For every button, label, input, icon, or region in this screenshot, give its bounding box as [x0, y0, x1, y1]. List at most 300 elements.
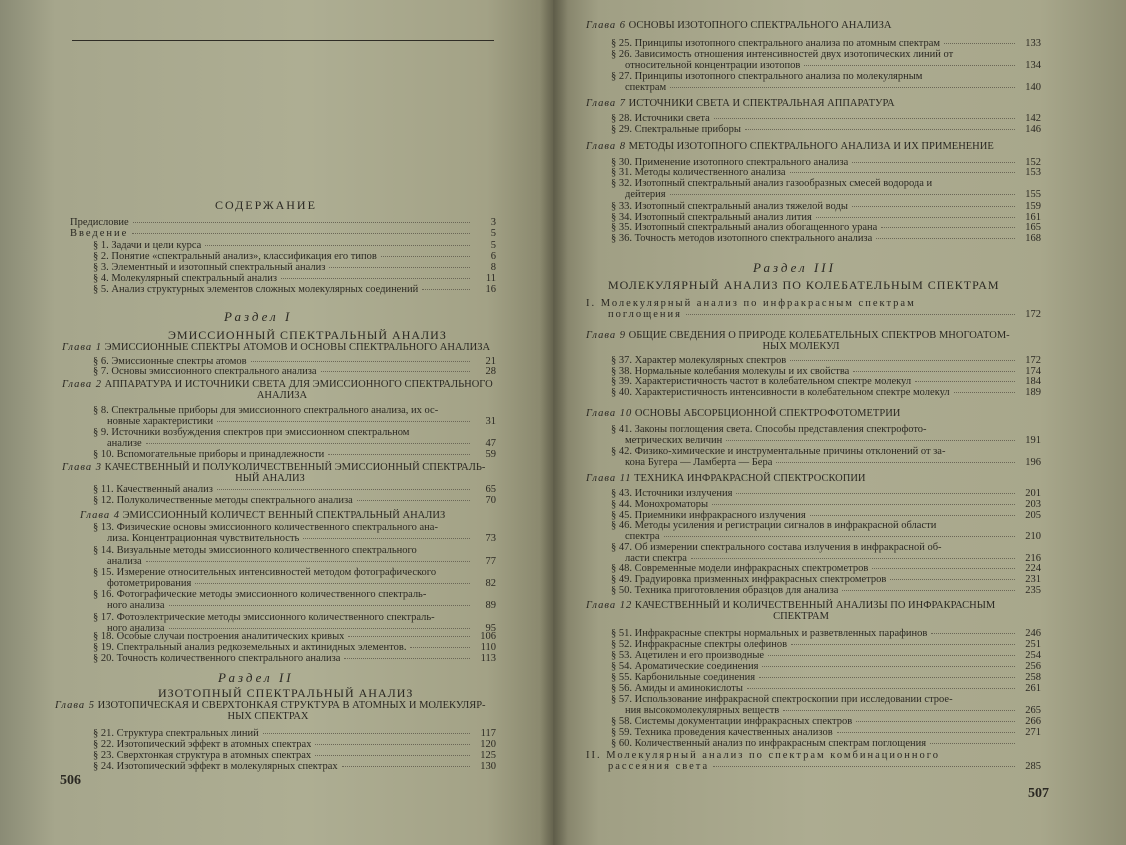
leader-dots	[881, 227, 1015, 228]
leader-dots	[205, 245, 470, 246]
toc-entry	[93, 728, 496, 739]
chapter-3-heading-line2: НЫЙ АНАЛИЗ	[235, 473, 305, 484]
leader-dots	[762, 666, 1015, 667]
toc-entry-text: § 5. Анализ структурных элементов сложных молекулярных соединений	[93, 284, 419, 295]
toc-entry-page: 261	[1025, 683, 1041, 694]
toc-entry	[93, 495, 496, 506]
toc-entry	[93, 240, 496, 251]
toc-entry	[611, 738, 1041, 749]
toc-entry-page: 152	[1025, 157, 1041, 168]
leader-dots	[670, 194, 1015, 195]
toc-entry-line1: § 57. Использование инфракрасной спектроскопии при исследовании строе-	[611, 694, 953, 705]
chapter-prefix: Глава 6	[586, 20, 626, 31]
toc-entry-page: 153	[1025, 167, 1041, 178]
section-title-1: ЭМИССИОННЫЙ СПЕКТРАЛЬНЫЙ АНАЛИЗ	[168, 328, 447, 342]
toc-entry-text: § 30. Применение изотопного спектрального анализа	[611, 157, 849, 168]
toc-entry-text: § 6. Эмиссионные спектры атомов	[93, 356, 247, 367]
toc-entry-line2: фотометрирования	[107, 578, 192, 589]
leader-dots	[146, 561, 470, 562]
toc-entry	[93, 251, 496, 262]
toc-entry	[611, 661, 1041, 672]
toc-entry-page: 265	[1025, 705, 1041, 716]
toc-entry-text: § 51. Инфракрасные спектры нормальных и разветвленных парафинов	[611, 628, 928, 639]
leader-dots	[852, 162, 1015, 163]
leader-dots	[714, 118, 1015, 119]
part-2-page: 285	[1025, 761, 1041, 772]
toc-entry-page: 191	[1025, 435, 1041, 446]
chapter-12-heading	[586, 600, 995, 611]
toc-entry-page: 155	[1025, 189, 1041, 200]
chapter-title-line1: ОБЩИЕ СВЕДЕНИЯ О ПРИРОДЕ КОЛЕБАТЕЛЬНЫХ СПЕКТРОВ МНОГОАТОМ-	[628, 330, 1010, 341]
toc-entry	[611, 628, 1041, 639]
toc-entry-text: § 11. Качественный анализ	[93, 484, 213, 495]
toc-entry-page: 196	[1025, 457, 1041, 468]
toc-entry-page: 120	[480, 739, 496, 750]
toc-entry-page: 5	[490, 240, 496, 251]
leader-dots	[342, 766, 470, 767]
toc-entry-text: § 38. Нормальные колебания молекулы и их свойства	[611, 366, 850, 377]
leader-dots	[195, 583, 470, 584]
chapter-2-heading	[62, 379, 493, 390]
chapter-prefix: Глава 9	[586, 330, 626, 341]
toc-entry-page: 16	[485, 284, 496, 295]
toc-entry-line1: § 47. Об измерении спектрального состава излучения в инфракрасной об-	[611, 542, 942, 553]
toc-entry-page: 205	[1025, 510, 1041, 521]
leader-dots	[132, 233, 470, 234]
toc-entry-text: § 29. Спектральные приборы	[611, 124, 741, 135]
chapter-prefix: Глава 10	[586, 408, 633, 419]
chapter-title: ОСНОВЫ АБСОРБЦИОННОЙ СПЕКТРОФОТОМЕТРИИ	[634, 408, 901, 419]
section-title-3: МОЛЕКУЛЯРНЫЙ АНАЛИЗ ПО КОЛЕБАТЕЛЬНЫМ СПЕКТРАМ	[608, 278, 1000, 292]
leader-dots	[954, 392, 1015, 393]
right-page	[553, 0, 1126, 845]
toc-entry	[93, 366, 496, 377]
chapter-prefix: Глава 4	[80, 510, 120, 521]
toc-entry-page: 11	[485, 273, 496, 284]
toc-entry-line1: § 42. Физико-химические и инструментальные причины отклонений от за-	[611, 446, 946, 457]
toc-entry	[611, 233, 1041, 244]
toc-entry	[611, 355, 1041, 366]
chapter-prefix: Глава 7	[586, 98, 626, 109]
chapter-6-heading	[586, 20, 891, 31]
toc-entry	[611, 563, 1041, 574]
leader-dots	[842, 590, 1015, 591]
toc-entry-text: § 24. Изотопический эффект в молекулярных спектрах	[93, 761, 338, 772]
toc-entry-page: 6	[490, 251, 496, 262]
toc-entry-text: § 10. Вспомогательные приборы и принадлежности	[93, 449, 325, 460]
chapter-2-heading-line2: АНАЛИЗА	[256, 390, 308, 401]
toc-entry-line1: § 46. Методы усиления и регистрации сигналов в инфракрасной области	[611, 520, 937, 531]
toc-entry-text: § 40. Характеристичность интенсивности в колебательном спектре молекул	[611, 387, 950, 398]
toc-entry-page: 65	[485, 484, 496, 495]
leader-dots	[422, 289, 470, 290]
toc-entry-page: 59	[485, 449, 496, 460]
toc-entry	[611, 672, 1041, 683]
toc-entry	[625, 531, 1041, 542]
leader-dots	[783, 710, 1015, 711]
toc-entry-page: 8	[490, 262, 496, 273]
toc-entry-line1: § 41. Законы поглощения света. Способы представления спектрофото-	[611, 424, 927, 435]
leader-dots	[915, 381, 1015, 382]
toc-entry-page: 117	[480, 728, 496, 739]
chapter-5-heading	[55, 700, 486, 711]
toc-entry	[107, 600, 496, 611]
toc-entry-line2: метрических величин	[625, 435, 723, 446]
toc-entry-line1: § 14. Визуальные методы эмиссионного количественного спектрального	[93, 545, 417, 556]
chapter-title: ТЕХНИКА ИНФРАКРАСНОЙ СПЕКТРОСКОПИИ	[634, 473, 866, 484]
toc-entry-text: § 2. Понятие «спектральный анализ», классификация его типов	[93, 251, 377, 262]
toc-entry	[611, 499, 1041, 510]
leader-dots	[876, 238, 1015, 239]
leader-dots	[853, 371, 1015, 372]
leader-dots	[381, 256, 470, 257]
toc-entry-page: 251	[1025, 639, 1041, 650]
chapter-7-heading	[586, 98, 895, 109]
toc-entry-text: § 39. Характеристичность частот в колебательном спектре молекул	[611, 376, 912, 387]
leader-dots	[930, 743, 1015, 744]
toc-entry-page: 271	[1025, 727, 1041, 738]
leader-dots	[816, 217, 1015, 218]
leader-dots	[664, 536, 1015, 537]
chapter-9-heading-line2: НЫХ МОЛЕКУЛ	[762, 341, 840, 352]
toc-entry-line1: § 15. Измерение относительных интенсивностей методом фотографического	[93, 567, 437, 578]
toc-entry-line2: анализе	[107, 438, 142, 449]
section-title-2: ИЗОТОПНЫЙ СПЕКТРАЛЬНЫЙ АНАЛИЗ	[158, 686, 414, 700]
toc-preface	[70, 217, 496, 228]
toc-entry-line2: спектра	[625, 531, 660, 542]
chapter-title: ЭМИССИОННЫЕ СПЕКТРЫ АТОМОВ И ОСНОВЫ СПЕКТРАЛЬНОГО АНАЛИЗА	[104, 342, 491, 353]
toc-entry-text: § 37. Характер молекулярных спектров	[611, 355, 787, 366]
toc-entry-text: § 49. Градуировка призменных инфракрасных спектрометров	[611, 574, 887, 585]
chapter-title: ЭМИССИОННЫЙ КОЛИЧЕСТ ВЕННЫЙ СПЕКТРАЛЬНЫЙ АНАЛИЗ	[122, 510, 446, 521]
toc-entry	[93, 449, 496, 460]
toc-entry-page: 165	[1025, 222, 1041, 233]
toc-entry-page: 28	[485, 366, 496, 377]
toc-entry-text: § 45. Приемники инфракрасного излучения	[611, 510, 806, 521]
leader-dots	[804, 65, 1015, 66]
part-1-line2: поглощения	[608, 309, 682, 320]
toc-entry-text: § 18. Особые случаи построения аналитических кривых	[93, 631, 345, 642]
toc-entry-line1: § 32. Изотопный спектральный анализ газообразных смесей водорода и	[611, 178, 933, 189]
toc-entry-text: § 53. Ацетилен и его производные	[611, 650, 765, 661]
toc-entry	[107, 578, 496, 589]
toc-entry-text: § 28. Источники света	[611, 113, 710, 124]
leader-dots	[837, 732, 1015, 733]
toc-entry-page: 258	[1025, 672, 1041, 683]
toc-entry	[107, 416, 496, 427]
leader-dots	[321, 371, 470, 372]
toc-entry	[107, 438, 496, 449]
toc-entry	[611, 124, 1041, 135]
part-1-line1: I. Молекулярный анализ по инфракрасным спектрам	[586, 298, 916, 309]
toc-entry	[93, 642, 496, 653]
toc-entry-page: 3	[490, 217, 496, 228]
chapter-title-line1: АППАРАТУРА И ИСТОЧНИКИ СВЕТА ДЛЯ ЭМИССИОННОГО СПЕКТРАЛЬНОГО	[104, 379, 493, 390]
toc-entry	[611, 727, 1041, 738]
section-label-3: Раздел III	[753, 260, 836, 275]
leader-dots	[759, 677, 1015, 678]
toc-entry-page: 210	[1025, 531, 1041, 542]
toc-entry-text: § 33. Изотопный спектральный анализ тяжелой воды	[611, 201, 848, 212]
toc-entry-line2: лиза. Концентрационная чувствительность	[107, 533, 300, 544]
toc-entry-line1: § 26. Зависимость отношения интенсивностей двух изотопических линий от	[611, 49, 954, 60]
leader-dots	[745, 129, 1015, 130]
toc-entry-page: 113	[480, 653, 496, 664]
toc-entry-line2: ного анализа	[107, 600, 165, 611]
leader-dots	[890, 579, 1015, 580]
part-2	[608, 761, 1041, 772]
toc-entry-page: 184	[1025, 376, 1041, 387]
toc-entry-text: § 19. Спектральный анализ редкоземельных и актинидных элементов.	[93, 642, 407, 653]
toc-entry	[93, 750, 496, 761]
toc-entry-text: § 1. Задачи и цели курса	[93, 240, 202, 251]
toc-entry-text: § 50. Техника приготовления образцов для анализа	[611, 585, 839, 596]
leader-dots	[790, 172, 1015, 173]
toc-entry-page: 246	[1025, 628, 1041, 639]
part-1	[608, 309, 1041, 320]
toc-entry-text: § 44. Монохроматоры	[611, 499, 709, 510]
toc-entry-page: 159	[1025, 201, 1041, 212]
toc-entry-line2: анализа	[107, 556, 142, 567]
leader-dots	[747, 688, 1015, 689]
toc-entry-text: § 60. Количественный анализ по инфракрасным спектрам поглощения	[611, 738, 927, 749]
leader-dots	[768, 655, 1015, 656]
toc-entry-page: 70	[485, 495, 496, 506]
toc-entry-page: 172	[1025, 355, 1041, 366]
toc-entry-text: § 52. Инфракрасные спектры олефинов	[611, 639, 788, 650]
part-2-line2: рассеяния света	[608, 761, 710, 772]
chapter-prefix: Глава 2	[62, 379, 102, 390]
chapter-prefix: Глава 5	[55, 700, 95, 711]
chapter-prefix: Глава 1	[62, 342, 102, 353]
toc-entry-text: § 58. Системы документации инфракрасных спектров	[611, 716, 853, 727]
leader-dots	[217, 489, 470, 490]
part-1-page: 172	[1025, 309, 1041, 320]
toc-entry-line1: § 8. Спектральные приборы для эмиссионного спектрального анализа, их ос-	[93, 405, 439, 416]
page-number-left: 506	[60, 773, 81, 788]
toc-entry	[611, 639, 1041, 650]
toc-entry-page: 216	[1025, 553, 1041, 564]
toc-entry	[611, 38, 1041, 49]
toc-entry	[93, 631, 496, 642]
toc-entry-line1: § 13. Физические основы эмиссионного количественного спектрального ана-	[93, 522, 438, 533]
leader-dots	[281, 278, 470, 279]
toc-entry-page: 174	[1025, 366, 1041, 377]
book-gutter	[540, 0, 568, 845]
toc-entry-page: 201	[1025, 488, 1041, 499]
chapter-title-line1: ИЗОТОПИЧЕСКАЯ И СВЕРХТОНКАЯ СТРУКТУРА В АТОМНЫХ И МОЛЕКУЛЯР-	[97, 700, 486, 711]
toc-entry-text: § 22. Изотопический эффект в атомных спектрах	[93, 739, 312, 750]
toc-entry-page: 224	[1025, 563, 1041, 574]
toc-entry	[611, 683, 1041, 694]
chapter-prefix: Глава 12	[586, 600, 633, 611]
toc-entry	[93, 484, 496, 495]
toc-entry-text: § 23. Сверхтонкая структура в атомных спектрах	[93, 750, 312, 761]
toc-entry	[93, 739, 496, 750]
toc-entry-text: § 31. Методы количественного анализа	[611, 167, 786, 178]
toc-entry-page: 235	[1025, 585, 1041, 596]
toc-entry-page: 146	[1025, 124, 1041, 135]
leader-dots	[776, 462, 1015, 463]
toc-entry	[625, 189, 1041, 200]
toc-entry-page: 189	[1025, 387, 1041, 398]
toc-entry-line1: § 17. Фотоэлектрические методы эмиссионного количественного спектраль-	[93, 612, 435, 623]
toc-entry-text: Предисловие	[70, 217, 129, 228]
toc-entry	[611, 387, 1041, 398]
toc-entry-page: 31	[485, 416, 496, 427]
chapter-11-heading	[586, 473, 866, 484]
toc-entry-text: § 21. Структура спектральных линий	[93, 728, 259, 739]
toc-entry	[625, 705, 1041, 716]
chapter-title-line1: КАЧЕСТВЕННЫЙ И КОЛИЧЕСТВЕННЫЙ АНАЛИЗЫ ПО ИНФРАКРАСНЫМ	[634, 600, 996, 611]
toc-entry	[107, 533, 496, 544]
leader-dots	[713, 766, 1015, 767]
toc-entry-text: § 59. Техника проведения качественных анализов	[611, 727, 833, 738]
chapter-12-heading-line2: СПЕКТРАМ	[773, 611, 829, 622]
header-rule	[72, 40, 494, 41]
toc-entry-text: § 20. Точность количественного спектрального анализа	[93, 653, 341, 664]
leader-dots	[872, 568, 1015, 569]
toc-entry	[611, 222, 1041, 233]
leader-dots	[736, 493, 1015, 494]
toc-entry-page: 82	[485, 578, 496, 589]
toc-entry-page: 133	[1025, 38, 1041, 49]
page-number-right: 507	[1028, 786, 1049, 801]
toc-entry	[611, 201, 1041, 212]
chapter-10-heading	[586, 408, 900, 419]
leader-dots	[357, 500, 470, 501]
toc-entry-line2: дейтерия	[625, 189, 666, 200]
leader-dots	[169, 628, 471, 629]
toc-entry-page: 47	[485, 438, 496, 449]
chapter-prefix: Глава 11	[586, 473, 632, 484]
leader-dots	[726, 440, 1015, 441]
leader-dots	[691, 558, 1015, 559]
toc-entry-page: 134	[1025, 60, 1041, 71]
leader-dots	[931, 633, 1015, 634]
toc-entry-page: 106	[480, 631, 496, 642]
toc-entry-page: 203	[1025, 499, 1041, 510]
part-2-line1: II. Молекулярный анализ по спектрам комбинационного	[586, 750, 941, 761]
toc-entry	[107, 556, 496, 567]
chapter-1-heading	[62, 342, 490, 353]
toc-entry-page: 5	[490, 228, 496, 239]
chapter-9-heading	[586, 330, 1010, 341]
toc-entry-page: 231	[1025, 574, 1041, 585]
leader-dots	[790, 360, 1015, 361]
toc-entry-line2: относительной концентрации изотопов	[625, 60, 801, 71]
toc-entry	[93, 273, 496, 284]
toc-entry	[611, 585, 1041, 596]
chapter-4-heading	[80, 510, 445, 521]
toc-entry-line2: спектрам	[625, 82, 667, 93]
toc-entry-page: 266	[1025, 716, 1041, 727]
leader-dots	[810, 515, 1015, 516]
leader-dots	[344, 658, 470, 659]
leader-dots	[686, 314, 1015, 315]
toc-entry-text: § 56. Амиды и аминокислоты	[611, 683, 743, 694]
leader-dots	[315, 755, 470, 756]
left-page	[0, 0, 553, 845]
toc-entry	[93, 284, 496, 295]
toc-entry-text: § 12. Полуколичественные методы спектрального анализа	[93, 495, 353, 506]
toc-entry-page: 95	[485, 623, 496, 634]
chapter-title-line1: КАЧЕСТВЕННЫЙ И ПОЛУКОЛИЧЕСТВЕННЫЙ ЭМИССИОННЫЙ СПЕКТРАЛЬ-	[104, 462, 486, 473]
toc-entry-line2: ния высокомолекулярных веществ	[625, 705, 780, 716]
toc-entry-text: Введение	[70, 228, 129, 239]
leader-dots	[328, 454, 470, 455]
toc-introduction	[70, 228, 496, 239]
toc-entry-text: § 55. Карбонильные соединения	[611, 672, 756, 683]
chapter-prefix: Глава 8	[586, 141, 626, 152]
toc-entry-page: 254	[1025, 650, 1041, 661]
section-label-1: Раздел I	[224, 309, 293, 324]
toc-entry	[625, 60, 1041, 71]
leader-dots	[944, 43, 1015, 44]
toc-entry-line2: кона Бугера — Ламберта — Бера	[625, 457, 773, 468]
leader-dots	[856, 721, 1015, 722]
toc-entry	[611, 716, 1041, 727]
toc-entry-text: § 48. Современные модели инфракрасных спектрометров	[611, 563, 869, 574]
section-label-2: Раздел II	[218, 670, 294, 685]
toc-entry-page: 142	[1025, 113, 1041, 124]
chapter-5-heading-line2: НЫХ СПЕКТРАХ	[227, 711, 309, 722]
toc-entry-line1: § 27. Принципы изотопного спектрального анализа по молекулярным	[611, 71, 923, 82]
toc-entry-page: 256	[1025, 661, 1041, 672]
toc-entry	[625, 457, 1041, 468]
toc-entry	[611, 113, 1041, 124]
leader-dots	[348, 636, 470, 637]
toc-entry	[93, 761, 496, 772]
toc-entry-page: 161	[1025, 212, 1041, 223]
contents-title: СОДЕРЖАНИЕ	[215, 198, 317, 212]
toc-entry	[625, 435, 1041, 446]
toc-entry-page: 125	[480, 750, 496, 761]
toc-entry-line2: новные характеристики	[107, 416, 214, 427]
toc-entry-page: 140	[1025, 82, 1041, 93]
toc-entry	[611, 488, 1041, 499]
leader-dots	[303, 538, 470, 539]
toc-entry-text: § 4. Молекулярный спектральный анализ	[93, 273, 278, 284]
leader-dots	[852, 206, 1015, 207]
leader-dots	[169, 605, 471, 606]
toc-entry-line2: ласти спектра	[625, 553, 687, 564]
toc-entry	[611, 376, 1041, 387]
toc-entry	[93, 262, 496, 273]
chapter-title: ОСНОВЫ ИЗОТОПНОГО СПЕКТРАЛЬНОГО АНАЛИЗА	[628, 20, 892, 31]
leader-dots	[315, 744, 470, 745]
leader-dots	[670, 87, 1015, 88]
chapter-title: МЕТОДЫ ИЗОТОПНОГО СПЕКТРАЛЬНОГО АНАЛИЗА И ИХ ПРИМЕНЕНИЕ	[628, 141, 994, 152]
toc-entry-line2: ного анализа	[107, 623, 165, 634]
toc-entry-page: 89	[485, 600, 496, 611]
toc-entry-text: § 35. Изотопный спектральный анализ обогащенного урана	[611, 222, 878, 233]
chapter-8-heading	[586, 141, 994, 152]
toc-entry	[611, 574, 1041, 585]
leader-dots	[329, 267, 470, 268]
chapter-prefix: Глава 3	[62, 462, 102, 473]
toc-entry	[611, 167, 1041, 178]
toc-entry-text: § 3. Элементный и изотопный спектральный анализ	[93, 262, 326, 273]
leader-dots	[263, 733, 470, 734]
toc-entry-text: § 36. Точность методов изотопного спектрального анализа	[611, 233, 873, 244]
toc-entry-page: 77	[485, 556, 496, 567]
leader-dots	[251, 361, 470, 362]
toc-entry-text: § 7. Основы эмиссионного спектрального анализа	[93, 366, 317, 377]
toc-entry-page: 130	[480, 761, 496, 772]
leader-dots	[410, 647, 470, 648]
toc-entry-text: § 43. Источники излучения	[611, 488, 733, 499]
